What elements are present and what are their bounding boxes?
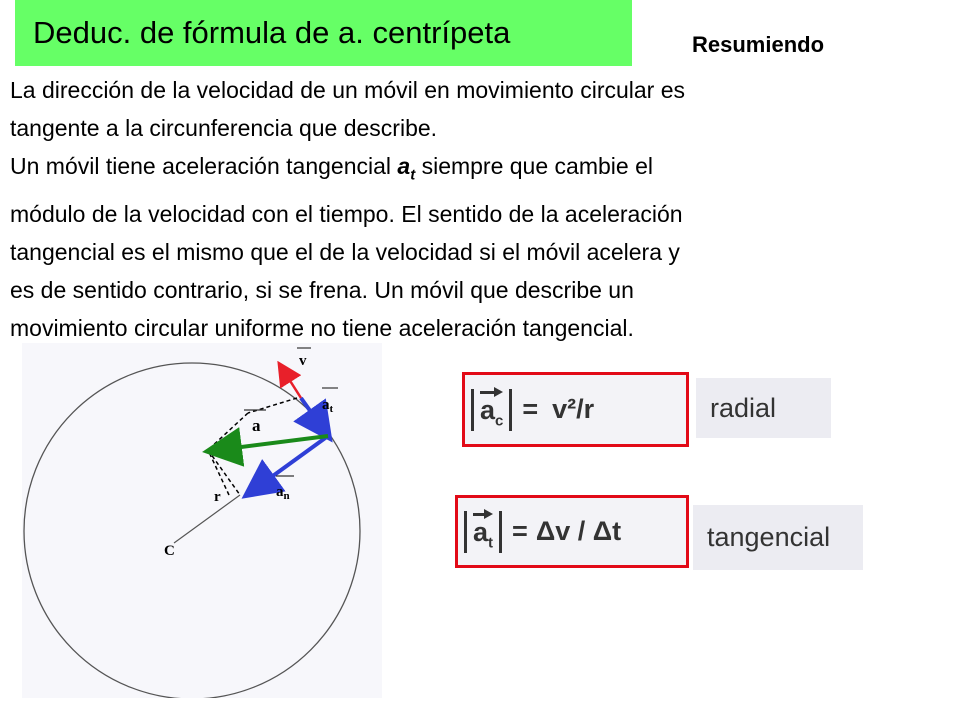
radial-label: radial bbox=[696, 378, 831, 438]
body-line: La dirección de la velocidad de un móvil en movimiento circular es bbox=[10, 77, 686, 103]
dashed-line bbox=[248, 398, 297, 413]
radial-expression: v²/r bbox=[552, 394, 595, 424]
circular-motion-svg bbox=[22, 343, 382, 698]
dashed-line bbox=[208, 413, 248, 450]
tangential-formula-box bbox=[455, 495, 689, 568]
abs-bar bbox=[471, 389, 474, 431]
equals-sign: = bbox=[512, 516, 528, 546]
slide-title-banner bbox=[15, 0, 632, 66]
dashed-line bbox=[208, 450, 240, 495]
body-line-end: siempre que cambie el bbox=[415, 153, 653, 179]
abs-bar bbox=[464, 511, 467, 553]
body-line: movimiento circular uniforme no tiene aceleración tangencial. bbox=[10, 314, 634, 341]
radial-formula-box bbox=[462, 372, 689, 447]
label-at: $a_t$ bbox=[322, 397, 334, 415]
label-a: a bbox=[252, 416, 261, 435]
slide-subtitle: Resumiendo bbox=[692, 32, 825, 57]
equals-sign: = bbox=[522, 394, 539, 424]
velocity-vector bbox=[280, 365, 301, 398]
tangential-accel-symbol-formula: $a_t$ bbox=[473, 511, 493, 551]
tangential-label: tangencial bbox=[693, 505, 863, 570]
abs-bar bbox=[499, 511, 502, 553]
body-line: módulo de la velocidad con el tiempo. El sentido de la aceleración bbox=[10, 200, 683, 227]
tangential-expression: Δv / Δt bbox=[535, 516, 622, 546]
label-v: v bbox=[299, 353, 307, 369]
body-line: es de sentido contrario, si se frena. Un móvil que describe un bbox=[10, 276, 634, 303]
slide-title: Deduc. de fórmula de a. centrípeta bbox=[33, 15, 511, 50]
abs-bar bbox=[509, 389, 512, 431]
circular-motion-diagram bbox=[22, 343, 382, 698]
label-c: C bbox=[164, 543, 175, 559]
label-r: r bbox=[214, 489, 221, 505]
body-line: tangencial es el mismo que el de la velocidad si el móvil acelera y bbox=[10, 238, 680, 265]
body-line-start: Un móvil tiene aceleración tangencial bbox=[10, 153, 398, 179]
label-an: $a_n$ bbox=[276, 484, 290, 502]
radius-line bbox=[174, 495, 240, 543]
body-line bbox=[10, 147, 955, 195]
centripetal-accel-symbol: $a_c$ bbox=[480, 389, 503, 429]
body-paragraph bbox=[10, 71, 955, 347]
tangential-accel-symbol: $a_t$ bbox=[397, 153, 416, 184]
body-line: tangente a la circunferencia que describe. bbox=[10, 115, 438, 141]
